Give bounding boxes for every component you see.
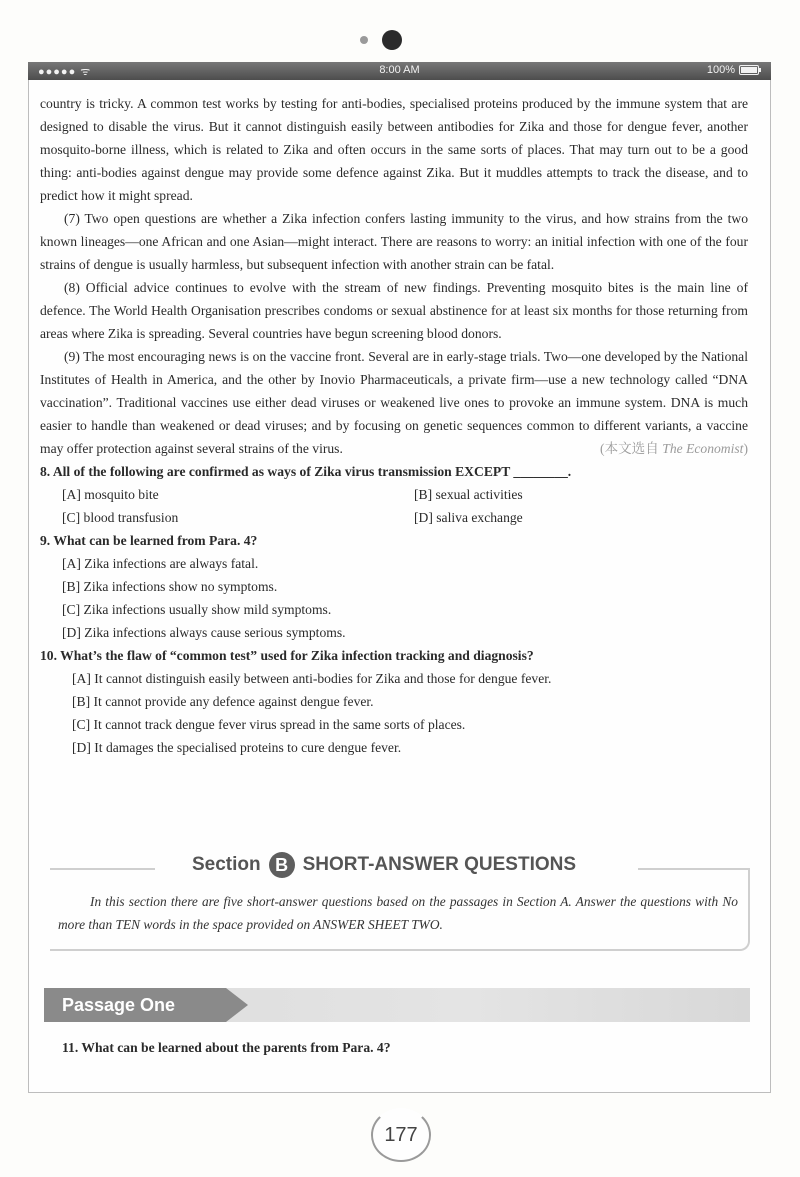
passage-banner (44, 988, 750, 1022)
camera-lens (382, 30, 402, 50)
q10-option-c[interactable]: [C] It cannot track dengue fever virus spread in the same sorts of places. (72, 717, 466, 732)
section-letter-badge: B (269, 852, 295, 878)
battery-status (707, 64, 759, 76)
page-content (40, 92, 748, 759)
question-9: 9. What can be learned from Para. 4? (40, 533, 258, 548)
section-word: Section (192, 854, 261, 875)
q9-option-d[interactable]: [D] Zika infections always cause serious symptoms. (62, 625, 346, 640)
question-8: 8. All of the following are confirmed as ways of Zika virus transmission EXCEPT ________. (40, 464, 572, 479)
question-11: 11. What can be learned about the parents from Para. 4? (62, 1040, 391, 1055)
sensor-dot (360, 36, 368, 44)
status-time: 8:00 AM (379, 64, 420, 76)
paragraph-7: (7) Two open questions are whether a Zika infection confers lasting immunity to the virus, and how strains from the two known lineages—one African and one Asian—might interact. There are reasons to worry: an initial infection with one of the four strains of dengue is usually harmless, but subsequent infection with another strain can be fatal. (40, 211, 748, 272)
q10-option-a[interactable]: [A] It cannot distinguish easily between anti-bodies for Zika and those for dengue fever. (72, 671, 552, 686)
status-bar (28, 62, 771, 80)
paragraph-8: (8) Official advice continues to evolve with the stream of new findings. Preventing mosquito bites is the main line of defence. The World Health Organisation prescribes condoms or sexual abstinence for at least six months for those returning from areas where Zika is spreading. Several countries have begun screening blood donors. (40, 280, 748, 341)
q8-option-a[interactable]: [A] mosquito bite (62, 487, 159, 502)
section-b-heading (192, 852, 576, 878)
paragraph-6-continued: country is tricky. A common test works by testing for anti-bodies, specialised proteins produced by the immune system that are designed to disable the virus. But it cannot distinguish easily between antibodies for Zika and those for dengue fever, another mosquito-borne illness, which is related to Zika and often occurs in the same sorts of places. That may turn out to be a good thing: anti-bodies against dengue may provide some defence against Zika. But it muddles attempts to track the disease, and to predict how it might spread. (40, 96, 748, 203)
page-number: 177 (371, 1108, 431, 1162)
battery-icon (739, 65, 759, 75)
q9-option-c[interactable]: [C] Zika infections usually show mild symptoms. (62, 602, 332, 617)
section-b-box (50, 852, 750, 950)
paragraph-9: (9) The most encouraging news is on the vaccine front. Several are in early-stage trials. Two—one developed by the National Institutes of Health in America, and the other by Inovio Pharmaceuticals, a private firm—use a new technology called “DNA vaccination”. Traditional vaccines use either dead viruses or weakened live ones to provoke an immune system. DNA is much easier to handle than weakened or dead viruses; and by focusing on genetic sequences common to different variants, a vaccine may offer protection against several strains of the virus. (40, 349, 748, 456)
source-citation: (本文选自 The Economist) (599, 441, 748, 456)
battery-percent: 100% (706, 64, 735, 76)
section-b-instructions: In this section there are five short-answer questions based on the passages in Section A. Answer the questions with No more than TEN words in the space provided on ANSWER SHEET TWO. (58, 894, 738, 932)
q8-option-b[interactable]: [B] sexual activities (414, 487, 523, 502)
question-10: 10. What’s the flaw of “common test” used for Zika infection tracking and diagnosis? (40, 648, 534, 663)
passage-label: Passage One (44, 988, 226, 1022)
q9-option-b[interactable]: [B] Zika infections show no symptoms. (62, 579, 278, 594)
q9-option-a[interactable]: [A] Zika infections are always fatal. (62, 556, 259, 571)
q8-option-c[interactable]: [C] blood transfusion (62, 510, 179, 525)
section-title: SHORT-ANSWER QUESTIONS (302, 854, 577, 875)
q10-option-d[interactable]: [D] It damages the specialised proteins to cure dengue fever. (72, 740, 402, 755)
q8-option-d[interactable]: [D] saliva exchange (414, 510, 523, 525)
signal-indicator: ●●●●● ᯤ (38, 66, 92, 78)
q10-option-b[interactable]: [B] It cannot provide any defence against dengue fever. (72, 694, 374, 709)
passage-arrow-icon (226, 988, 248, 1022)
